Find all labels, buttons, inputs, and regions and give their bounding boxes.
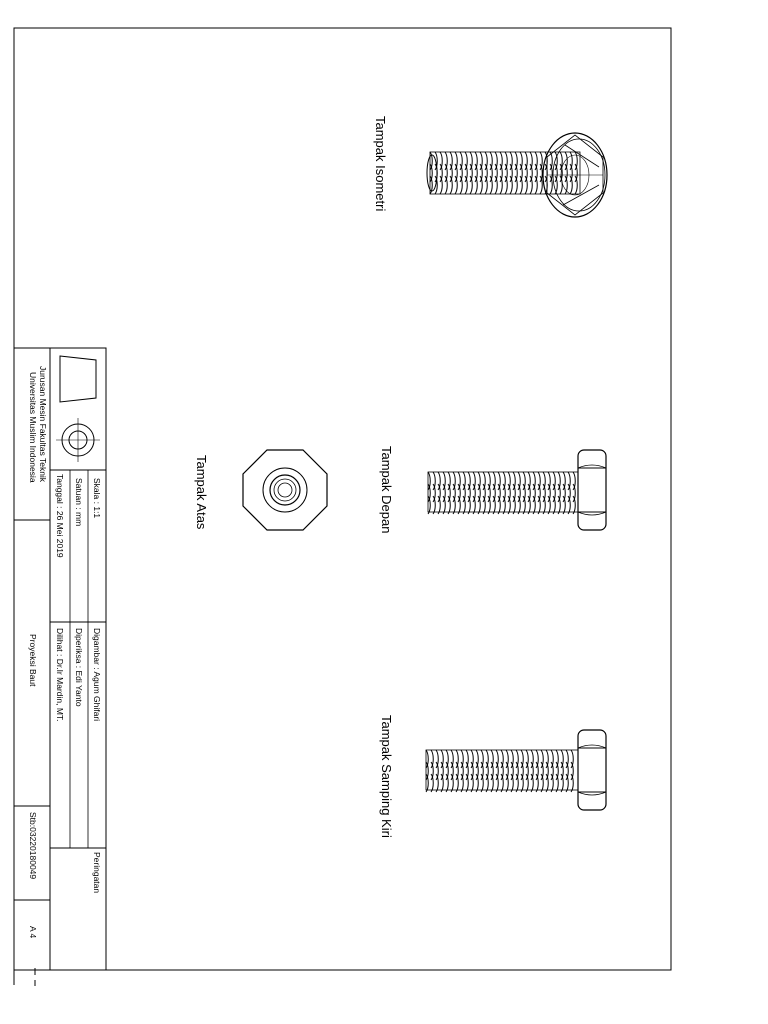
scale-field: Skala : 1:1: [92, 478, 102, 519]
projection-symbol-icon: [56, 356, 100, 462]
warning-label: Peringatan: [92, 852, 102, 894]
bolt-isometric-view: [427, 133, 607, 217]
bolt-top-view: [243, 450, 327, 530]
project-title: Proyeksi Baut: [28, 634, 38, 687]
bolt-front-view: [428, 450, 606, 530]
institution-line2: Universitas Muslim Indonesia: [28, 372, 38, 483]
checked-by-field: Diperiksa : Edi Yanto: [74, 628, 84, 707]
label-isometric-view: Tampak Isometri: [373, 116, 388, 212]
institution-line1: Jurusan Mesin Fakultas Teknik: [38, 366, 48, 483]
bolt-left-side-view: [426, 730, 606, 810]
date-field: Tanggal : 26 Mei 2019: [55, 474, 65, 558]
seen-by-field: Dilihat : Dr.Ir Mardin, MT.: [55, 628, 65, 722]
label-top-view: Tampak Atas: [194, 455, 209, 530]
label-left-side-view: Tampak Samping Kiri: [379, 715, 394, 838]
label-front-view: Tampak Depan: [379, 446, 394, 534]
unit-field: Satuan : mm: [74, 478, 84, 527]
drawn-by-field: Digambar : Agum Ghifari: [92, 628, 102, 722]
paper-size: A 4: [28, 926, 38, 939]
title-block: [14, 348, 106, 970]
student-id: Stb:03220180049: [28, 812, 38, 880]
